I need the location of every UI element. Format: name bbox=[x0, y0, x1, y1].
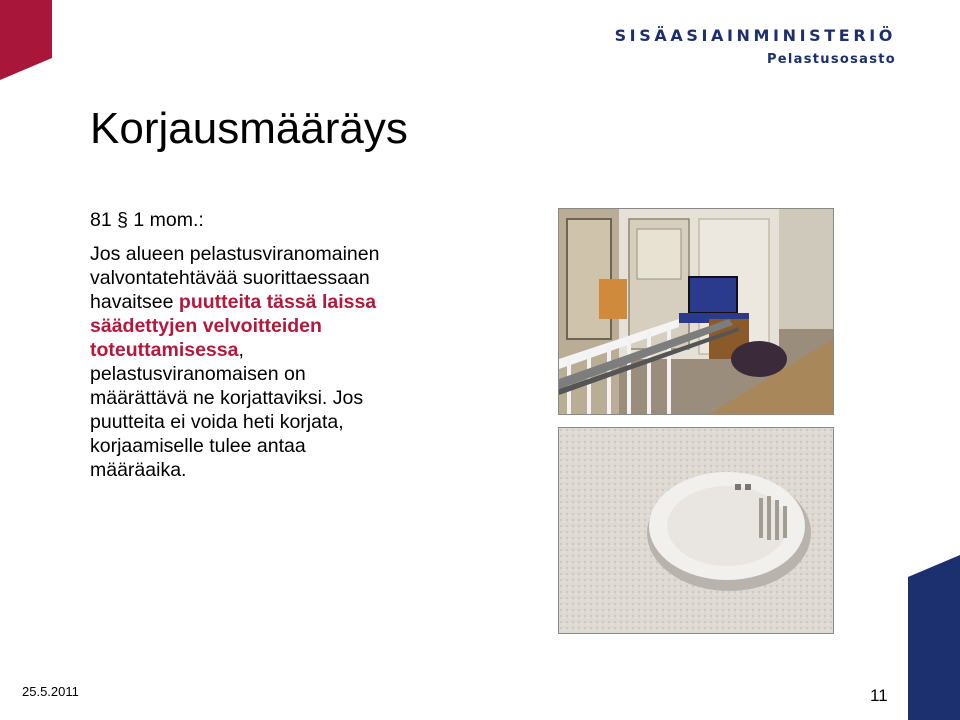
body-line: Jos alueen pelastusviranomainen bbox=[90, 243, 380, 265]
body-line: määräaika. bbox=[90, 459, 187, 481]
page-number: 11 bbox=[870, 686, 888, 705]
body-line: määrättävä ne korjattaviksi. Jos bbox=[90, 387, 364, 409]
slide-title: Korjausmääräys bbox=[90, 104, 408, 153]
body-line bbox=[90, 290, 490, 314]
body-line bbox=[90, 338, 490, 362]
highlight-text: puutteita tässä laissa bbox=[178, 291, 377, 313]
smoke-detector-photo bbox=[558, 427, 834, 634]
department-name: Pelastusosasto bbox=[766, 52, 896, 67]
stairwell-photo bbox=[558, 208, 834, 415]
body-text-segment: , bbox=[238, 339, 244, 361]
body-line: valvontatehtävää suorittaessaan bbox=[90, 267, 370, 289]
body-text-segment: havaitsee bbox=[90, 291, 179, 313]
body-line: puutteita ei voida heti korjata, bbox=[90, 411, 344, 433]
highlight-line: säädettyjen velvoitteiden bbox=[90, 315, 322, 337]
highlight-text: toteuttamisessa bbox=[90, 339, 239, 361]
body-line: korjaamiselle tulee antaa bbox=[90, 435, 306, 457]
ministry-logo bbox=[615, 26, 896, 67]
ministry-name: SISÄASIAINMINISTERIÖ bbox=[614, 26, 896, 45]
slide-body bbox=[90, 208, 490, 482]
footer-date: 25.5.2011 bbox=[22, 684, 79, 699]
section-ref: 81 § 1 mom.: bbox=[90, 209, 204, 231]
corner-blue-shape bbox=[908, 555, 960, 720]
body-line: pelastusviranomaisen on bbox=[90, 363, 306, 385]
corner-red-shape bbox=[0, 0, 52, 80]
